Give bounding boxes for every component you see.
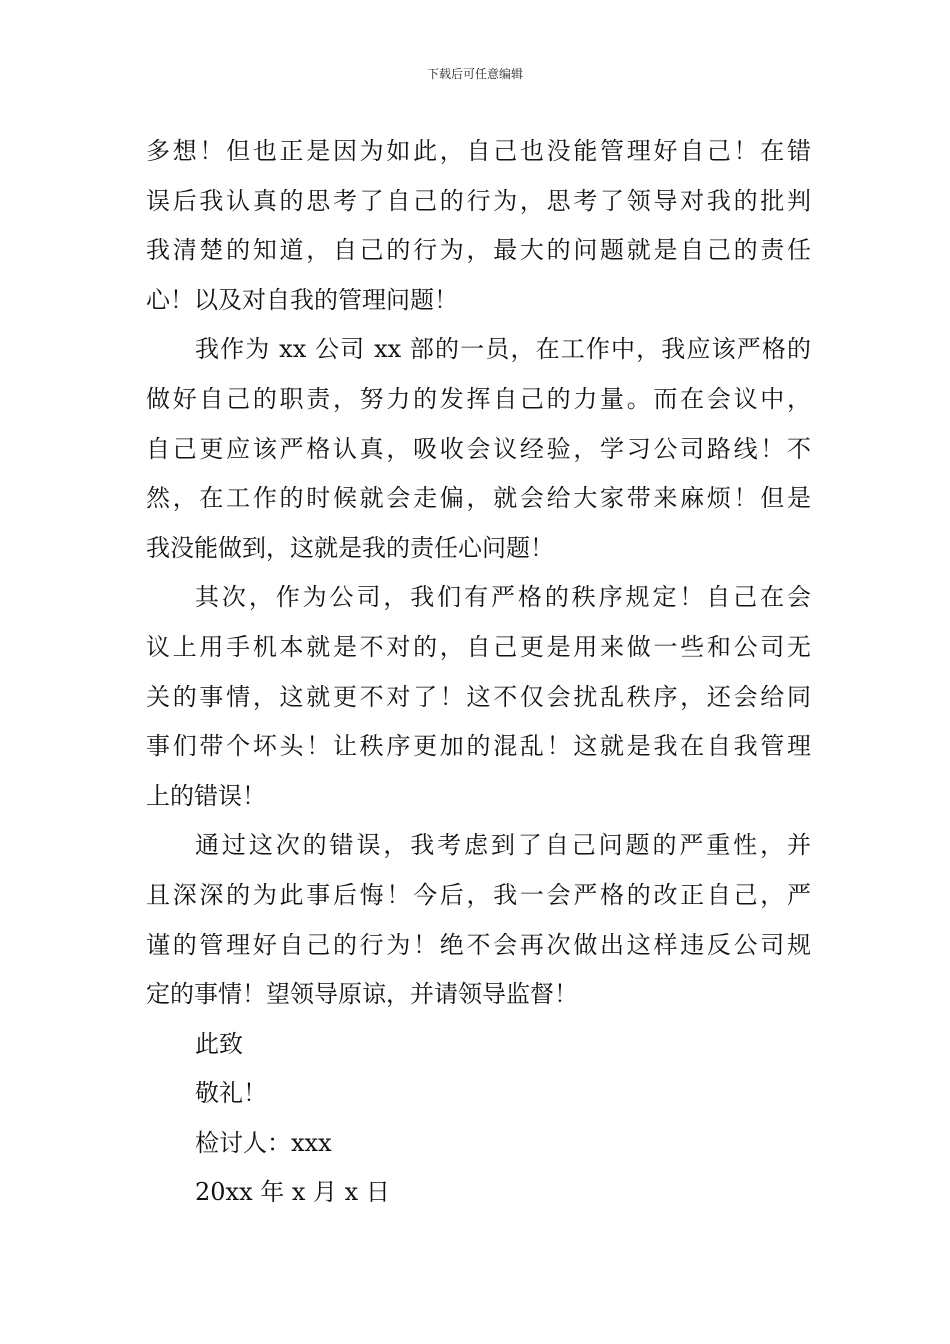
- page-header-note: 下载后可任意编辑: [426, 67, 523, 81]
- date-line: 20xx 年 x 月 x 日: [195, 1178, 390, 1207]
- closing-regards: 敬礼！: [195, 1079, 267, 1108]
- closing-salutation: 此致: [195, 1029, 243, 1058]
- document-body: [146, 127, 811, 1218]
- paragraph-2: [146, 325, 811, 573]
- text-line: 自己更应该严格认真，吸收会议经验，学习公司路线！不: [146, 434, 811, 463]
- text-line: 误后我认真的思考了自己的行为，思考了领导对我的批判: [146, 186, 811, 215]
- text-line: 谨的管理好自己的行为！绝不会再次做出这样违反公司规: [146, 930, 811, 959]
- text-line: 定的事情！望领导原谅，并请领导监督！: [146, 980, 578, 1009]
- text-line: 事们带个坏头！让秩序更加的混乱！这就是我在自我管理: [146, 732, 811, 761]
- text-line: 其次，作为公司，我们有严格的秩序规定！自己在会: [195, 583, 811, 612]
- signer-line: 检讨人：xxx: [195, 1128, 332, 1157]
- text-line: 我清楚的知道，自己的行为，最大的问题就是自己的责任: [146, 236, 811, 265]
- letter-closing: [146, 1020, 811, 1218]
- text-line: 且深深的为此事后悔！今后，我一会严格的改正自己，严: [146, 880, 811, 909]
- text-line: 上的错误！: [146, 781, 266, 810]
- text-line: 心！以及对自我的管理问题！: [146, 285, 458, 314]
- text-line: 议上用手机本就是不对的，自己更是用来做一些和公司无: [146, 632, 811, 661]
- text-line: 通过这次的错误，我考虑到了自己问题的严重性，并: [195, 831, 811, 860]
- text-line: 然，在工作的时候就会走偏，就会给大家带来麻烦！但是: [146, 484, 811, 513]
- paragraph-1: [146, 127, 811, 325]
- text-line: 多想！但也正是因为如此，自己也没能管理好自己！在错: [146, 137, 811, 165]
- paragraph-4: [146, 821, 811, 1019]
- text-line: 我作为 xx 公司 xx 部的一员，在工作中，我应该严格的: [195, 335, 811, 364]
- text-line: 关的事情，这就更不对了！这不仅会扰乱秩序，还会给同: [146, 682, 811, 711]
- paragraph-3: [146, 573, 811, 821]
- text-line: 做好自己的职责，努力的发挥自己的力量。而在会议中，: [146, 384, 811, 413]
- text-line: 我没能做到，这就是我的责任心问题！: [146, 533, 554, 562]
